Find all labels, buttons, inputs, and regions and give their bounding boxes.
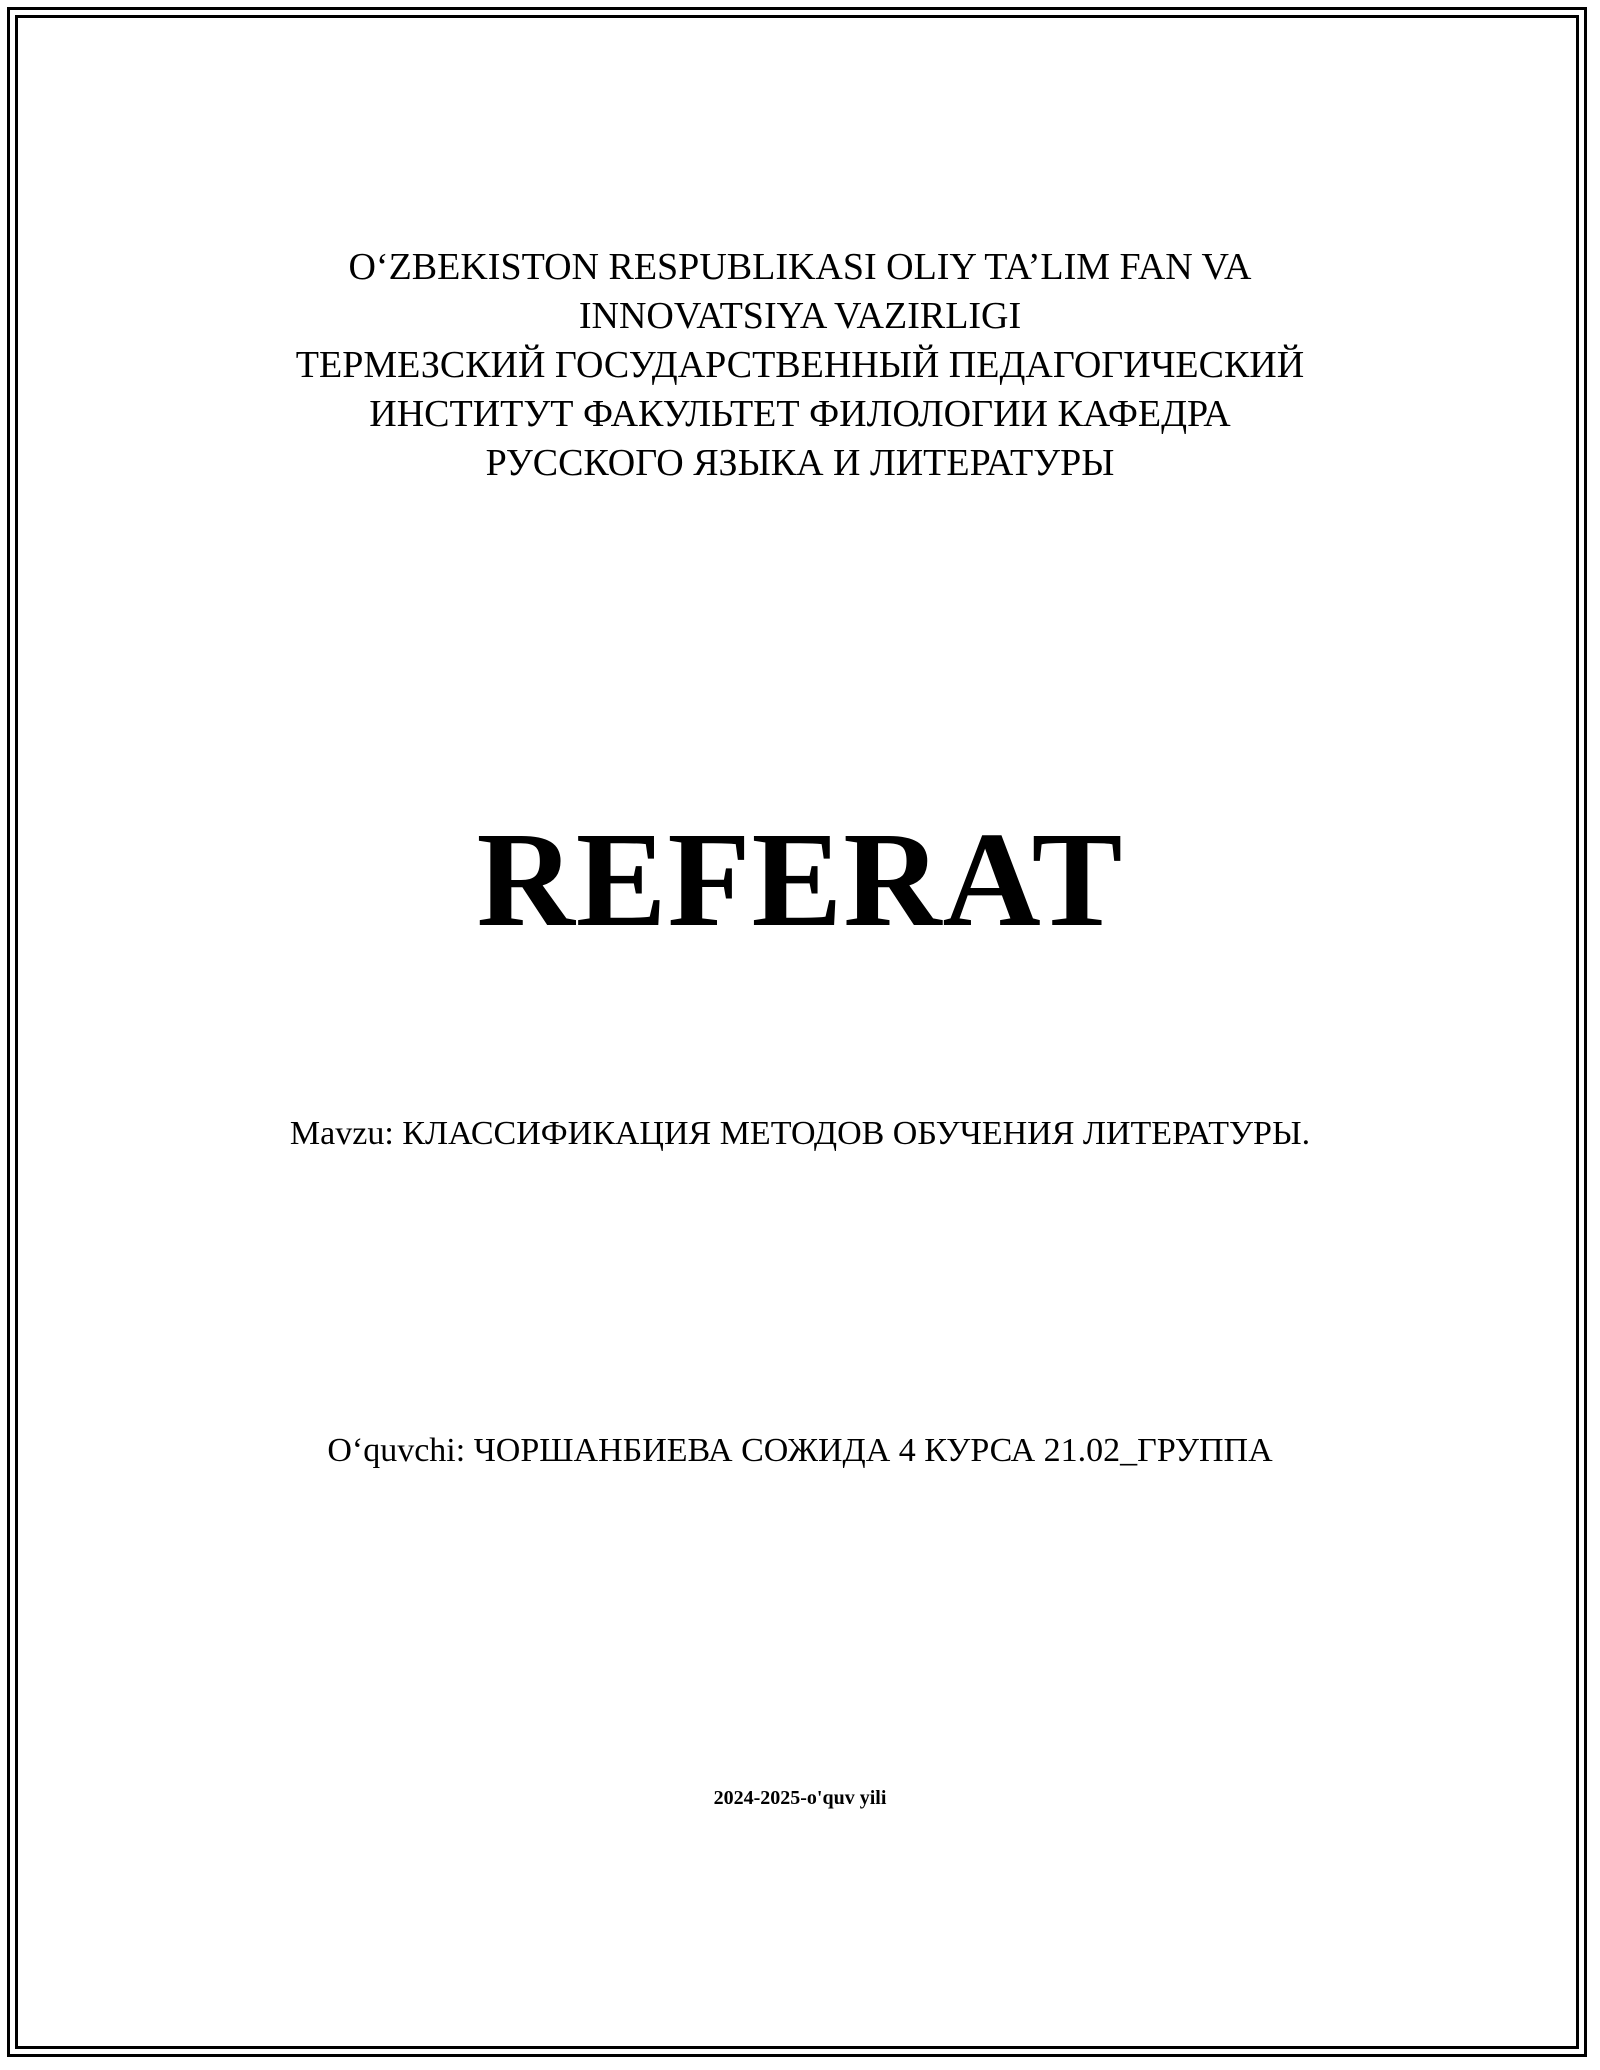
academic-year: 2024-2025-o'quv yili xyxy=(713,1787,887,1809)
header-line-3: ТЕРМЕЗСКИЙ ГОСУДАРСТВЕННЫЙ ПЕДАГОГИЧЕСКИЙ xyxy=(295,344,1305,386)
student-line: O‘quvchi: ЧОРШАНБИЕВА СОЖИДА 4 КУРСА 21.02_ГРУППА xyxy=(327,1432,1273,1469)
header-line-1: O‘ZBEKISTON RESPUBLIKASI OLIY TA’LIM FAN VA xyxy=(348,246,1252,288)
header-line-4: ИНСТИТУТ ФАКУЛЬТЕТ ФИЛОЛОГИИ КАФЕДРА xyxy=(369,393,1231,435)
institution-header xyxy=(0,243,1600,488)
header-line-2: INNOVATSIYA VAZIRLIGI xyxy=(578,295,1022,337)
topic-line: Mavzu: КЛАССИФИКАЦИЯ МЕТОДОВ ОБУЧЕНИЯ ЛИТЕРАТУРЫ. xyxy=(289,1115,1311,1152)
header-line-5: РУССКОГО ЯЗЫКА И ЛИТЕРАТУРЫ xyxy=(485,442,1115,484)
document-type-title: REFERAT xyxy=(476,805,1124,955)
